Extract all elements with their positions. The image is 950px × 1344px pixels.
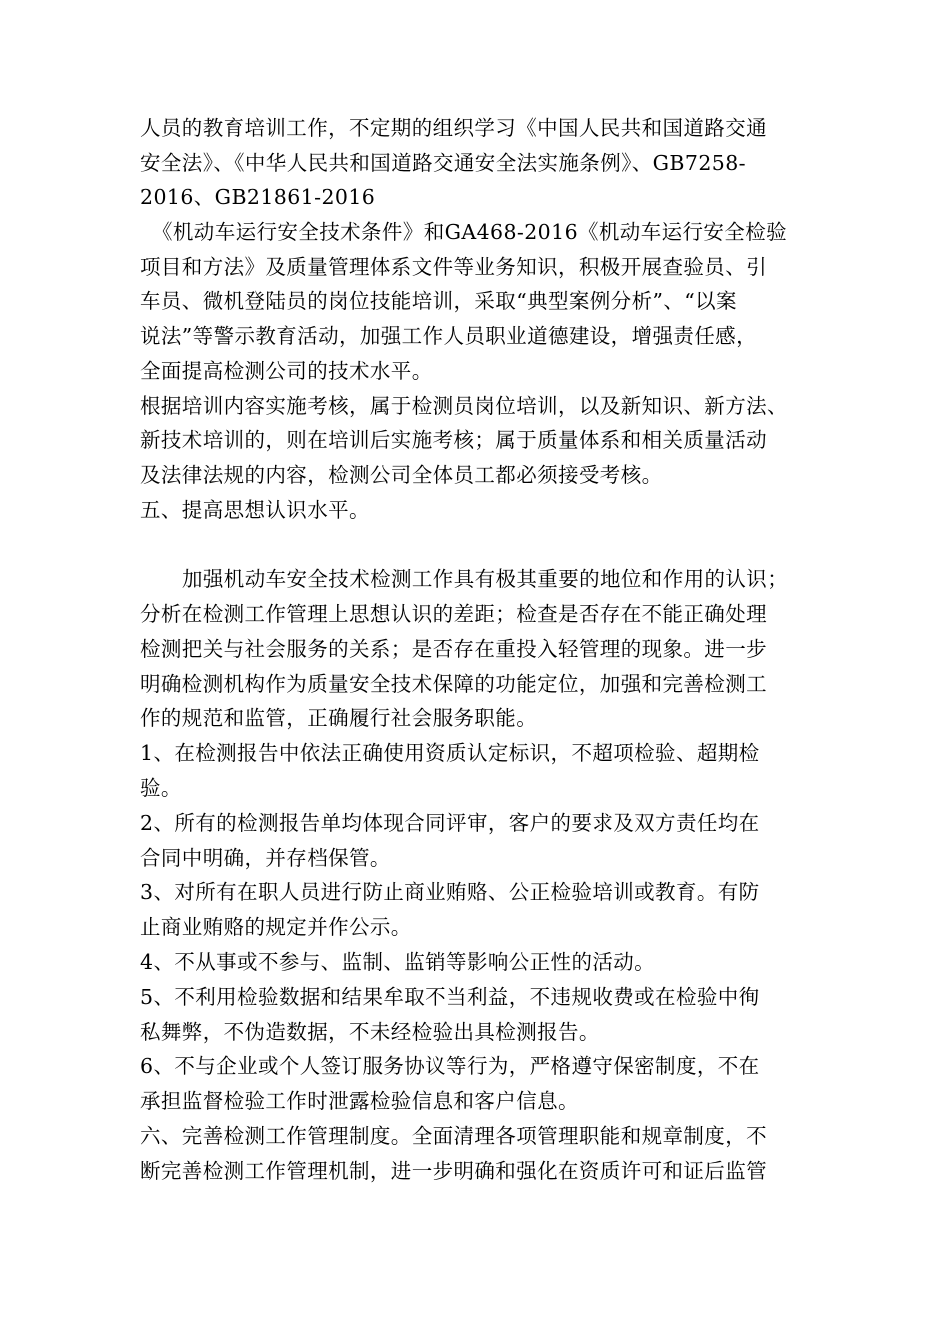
section-heading: 六、完善检测工作管理制度。全面清理各项管理职能和规章制度，不: [140, 1124, 767, 1148]
text-line: 安全法》、《中华人民共和国道路交通安全法实施条例》、GB7258-: [140, 151, 746, 175]
text-line: 作的规范和监管，正确履行社会服务职能。: [140, 706, 538, 730]
text-line: 2016、GB21861-2016: [140, 185, 376, 209]
section-heading: 五、提高思想认识水平。: [140, 498, 370, 522]
list-item: 3、对所有在职人员进行防止商业贿赂、公正检验培训或教育。有防: [140, 880, 760, 904]
text-line: 人员的教育培训工作，不定期的组织学习《中国人民共和国道路交通: [140, 116, 767, 140]
text-line: 说法”等警示教育活动，加强工作人员职业道德建设，增强责任感，: [140, 324, 757, 348]
list-item: 4、不从事或不参与、监制、监销等影响公正性的活动。: [140, 950, 656, 974]
text-line: 《机动车运行安全技术条件》和GA468-2016《机动车运行安全检验: [152, 220, 788, 244]
text-line: 合同中明确，并存档保管。: [140, 846, 391, 870]
text-line: 分析在检测工作管理上思想认识的差距；检查是否存在不能正确处理: [140, 602, 767, 626]
text-line: 明确检测机构作为质量安全技术保障的功能定位，加强和完善检测工: [140, 672, 767, 696]
text-line: 根据培训内容实施考核，属于检测员岗位培训，以及新知识、新方法、: [140, 394, 788, 418]
list-item: 6、不与企业或个人签订服务协议等行为，严格遵守保密制度，不在: [140, 1054, 760, 1078]
text-line: 车员、微机登陆员的岗位技能培训，采取“典型案例分析”、“以案: [140, 289, 737, 313]
text-line: 加强机动车安全技术检测工作具有极其重要的地位和作用的认识；: [182, 567, 789, 591]
text-line: 新技术培训的，则在培训后实施考核；属于质量体系和相关质量活动: [140, 428, 767, 452]
text-line: 私舞弊，不伪造数据，不未经检验出具检测报告。: [140, 1020, 600, 1044]
text-line: 止商业贿赂的规定并作公示。: [140, 915, 412, 939]
list-item: 5、不利用检验数据和结果牟取不当利益，不违规收费或在检验中徇: [140, 985, 760, 1009]
text-line: 全面提高检测公司的技术水平。: [140, 359, 433, 383]
text-line: 断完善检测工作管理机制，进一步明确和强化在资质许可和证后监管: [140, 1159, 767, 1183]
text-line: 承担监督检验工作时泄露检验信息和客户信息。: [140, 1089, 579, 1113]
text-line: 验。: [140, 776, 182, 800]
text-line: 项目和方法》及质量管理体系文件等业务知识，积极开展查验员、引: [140, 255, 767, 279]
list-item: 1、在检测报告中依法正确使用资质认定标识，不超项检验、超期检: [140, 741, 760, 765]
text-line: 及法律法规的内容，检测公司全体员工都必须接受考核。: [140, 463, 663, 487]
text-line: 检测把关与社会服务的关系；是否存在重投入轻管理的现象。进一步: [140, 637, 767, 661]
list-item: 2、所有的检测报告单均体现合同评审，客户的要求及双方责任均在: [140, 811, 760, 835]
